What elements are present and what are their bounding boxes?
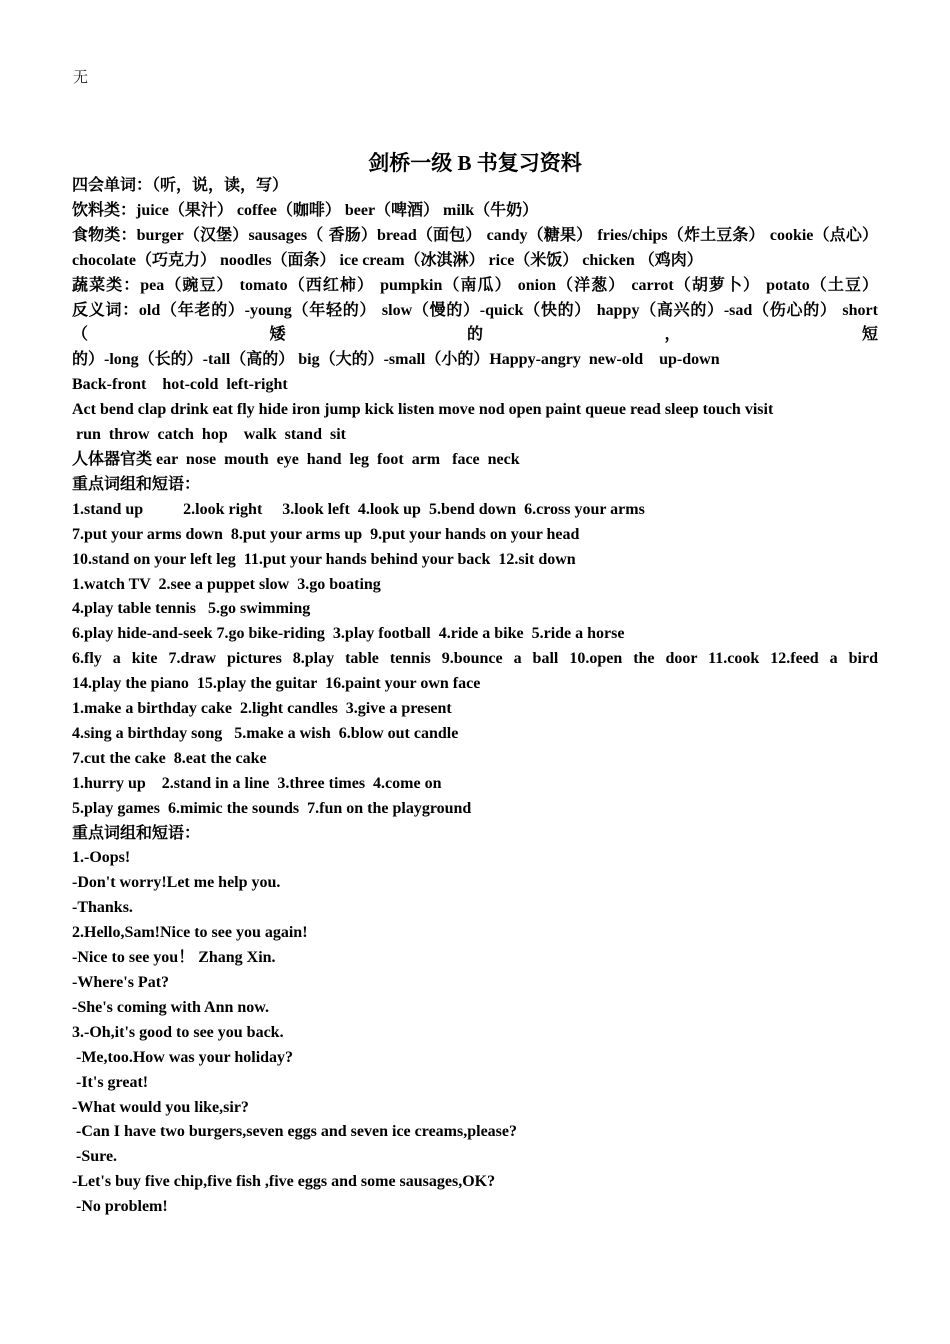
text-line: 6.fly a kite 7.draw pictures 8.play table tennis 9.bounce a ball 10.open the door 11.cook 12.feed a bird	[72, 650, 878, 668]
text-line: -No problem!	[72, 1198, 168, 1216]
text-line: 4.sing a birthday song 5.make a wish 6.blow out candle	[72, 724, 459, 742]
document-title: 剑桥一级 B 书复习资料	[368, 151, 582, 175]
text-line: 重点词组和短语：	[72, 824, 201, 842]
text-line: -What would you like,sir?	[72, 1098, 249, 1116]
text-line: 2.Hello,Sam!Nice to see you again!	[72, 924, 308, 942]
text-line: 人体器官类 ear nose mouth eye hand leg foot arm face neck	[72, 450, 520, 468]
text-line: -She's coming with Ann now.	[72, 998, 269, 1016]
text-line: -Let's buy five chip,five fish ,five eggs and some sausages,OK?	[72, 1173, 496, 1191]
text-line: -Thanks.	[72, 899, 133, 917]
document-body	[72, 174, 878, 1220]
text-line: 7.put your arms down 8.put your arms up 9.put your hands on your head	[72, 525, 580, 543]
text-line: 1.hurry up 2.stand in a line 3.three times 4.come on	[72, 774, 442, 792]
text-line: -Can I have two burgers,seven eggs and seven ice creams,please?	[72, 1123, 517, 1141]
text-line: 反义词：old（年老的）-young（年轻的） slow（慢的）-quick（快的） happy（高兴的）-sad（伤心的） short（矮的，短	[72, 301, 878, 344]
text-line: 食物类：burger（汉堡）sausages（ 香肠）bread（面包） candy（糖果） fries/chips（炸土豆条） cookie（点心）	[72, 226, 878, 244]
text-line: 3.-Oh,it's good to see you back.	[72, 1023, 284, 1041]
text-line: 14.play the piano 15.play the guitar 16.paint your own face	[72, 675, 481, 693]
text-line: 4.play table tennis 5.go swimming	[72, 600, 311, 618]
text-line: 四会单词：（听，说，读，写）	[72, 177, 289, 194]
text-line: -Where's Pat?	[72, 974, 170, 991]
text-line: Act bend clap drink eat fly hide iron jump kick listen move nod open paint queue read sleep touch visit	[72, 401, 774, 419]
text-line: 1.watch TV 2.see a puppet slow 3.go boating	[72, 575, 381, 593]
text-line: 7.cut the cake 8.eat the cake	[72, 749, 267, 767]
text-line: 的）-long（长的）-tall（高的） big（大的）-small（小的）Happy-angry new-old up-down	[72, 351, 720, 369]
text-line: -Sure.	[72, 1148, 118, 1166]
text-line: 1.-Oops!	[72, 849, 131, 867]
text-line: 饮料类：juice（果汁） coffee（咖啡） beer（啤酒） milk（牛奶）	[72, 201, 539, 219]
text-line: Back-front hot-cold left-right	[72, 376, 288, 394]
text-line: 1.make a birthday cake 2.light candles 3.give a present	[72, 700, 452, 718]
text-line: 蔬菜类：pea（豌豆） tomato（西红柿） pumpkin（南瓜） onion（洋葱） carrot（胡萝卜） potato（土豆）	[72, 276, 878, 294]
text-line: 重点词组和短语：	[72, 475, 201, 493]
text-line: -It's great!	[72, 1073, 149, 1091]
text-line: -Me,too.How was your holiday?	[72, 1048, 294, 1066]
header-note: 无	[73, 70, 89, 86]
text-line: 6.play hide-and-seek 7.go bike-riding 3.play football 4.ride a bike 5.ride a horse	[72, 625, 625, 643]
text-line: -Nice to see you！ Zhang Xin.	[72, 949, 276, 967]
text-line: -Don't worry!Let me help you.	[72, 874, 281, 892]
text-line: 10.stand on your left leg 11.put your hands behind your back 12.sit down	[72, 550, 576, 568]
text-line: run throw catch hop walk stand sit	[72, 426, 346, 444]
text-line: 1.stand up 2.look right 3.look left 4.look up 5.bend down 6.cross your arms	[72, 500, 645, 518]
text-line: 5.play games 6.mimic the sounds 7.fun on the playground	[72, 799, 472, 817]
text-line: chocolate（巧克力） noodles（面条） ice cream（冰淇淋） rice（米饭） chicken （鸡肉）	[72, 251, 703, 269]
